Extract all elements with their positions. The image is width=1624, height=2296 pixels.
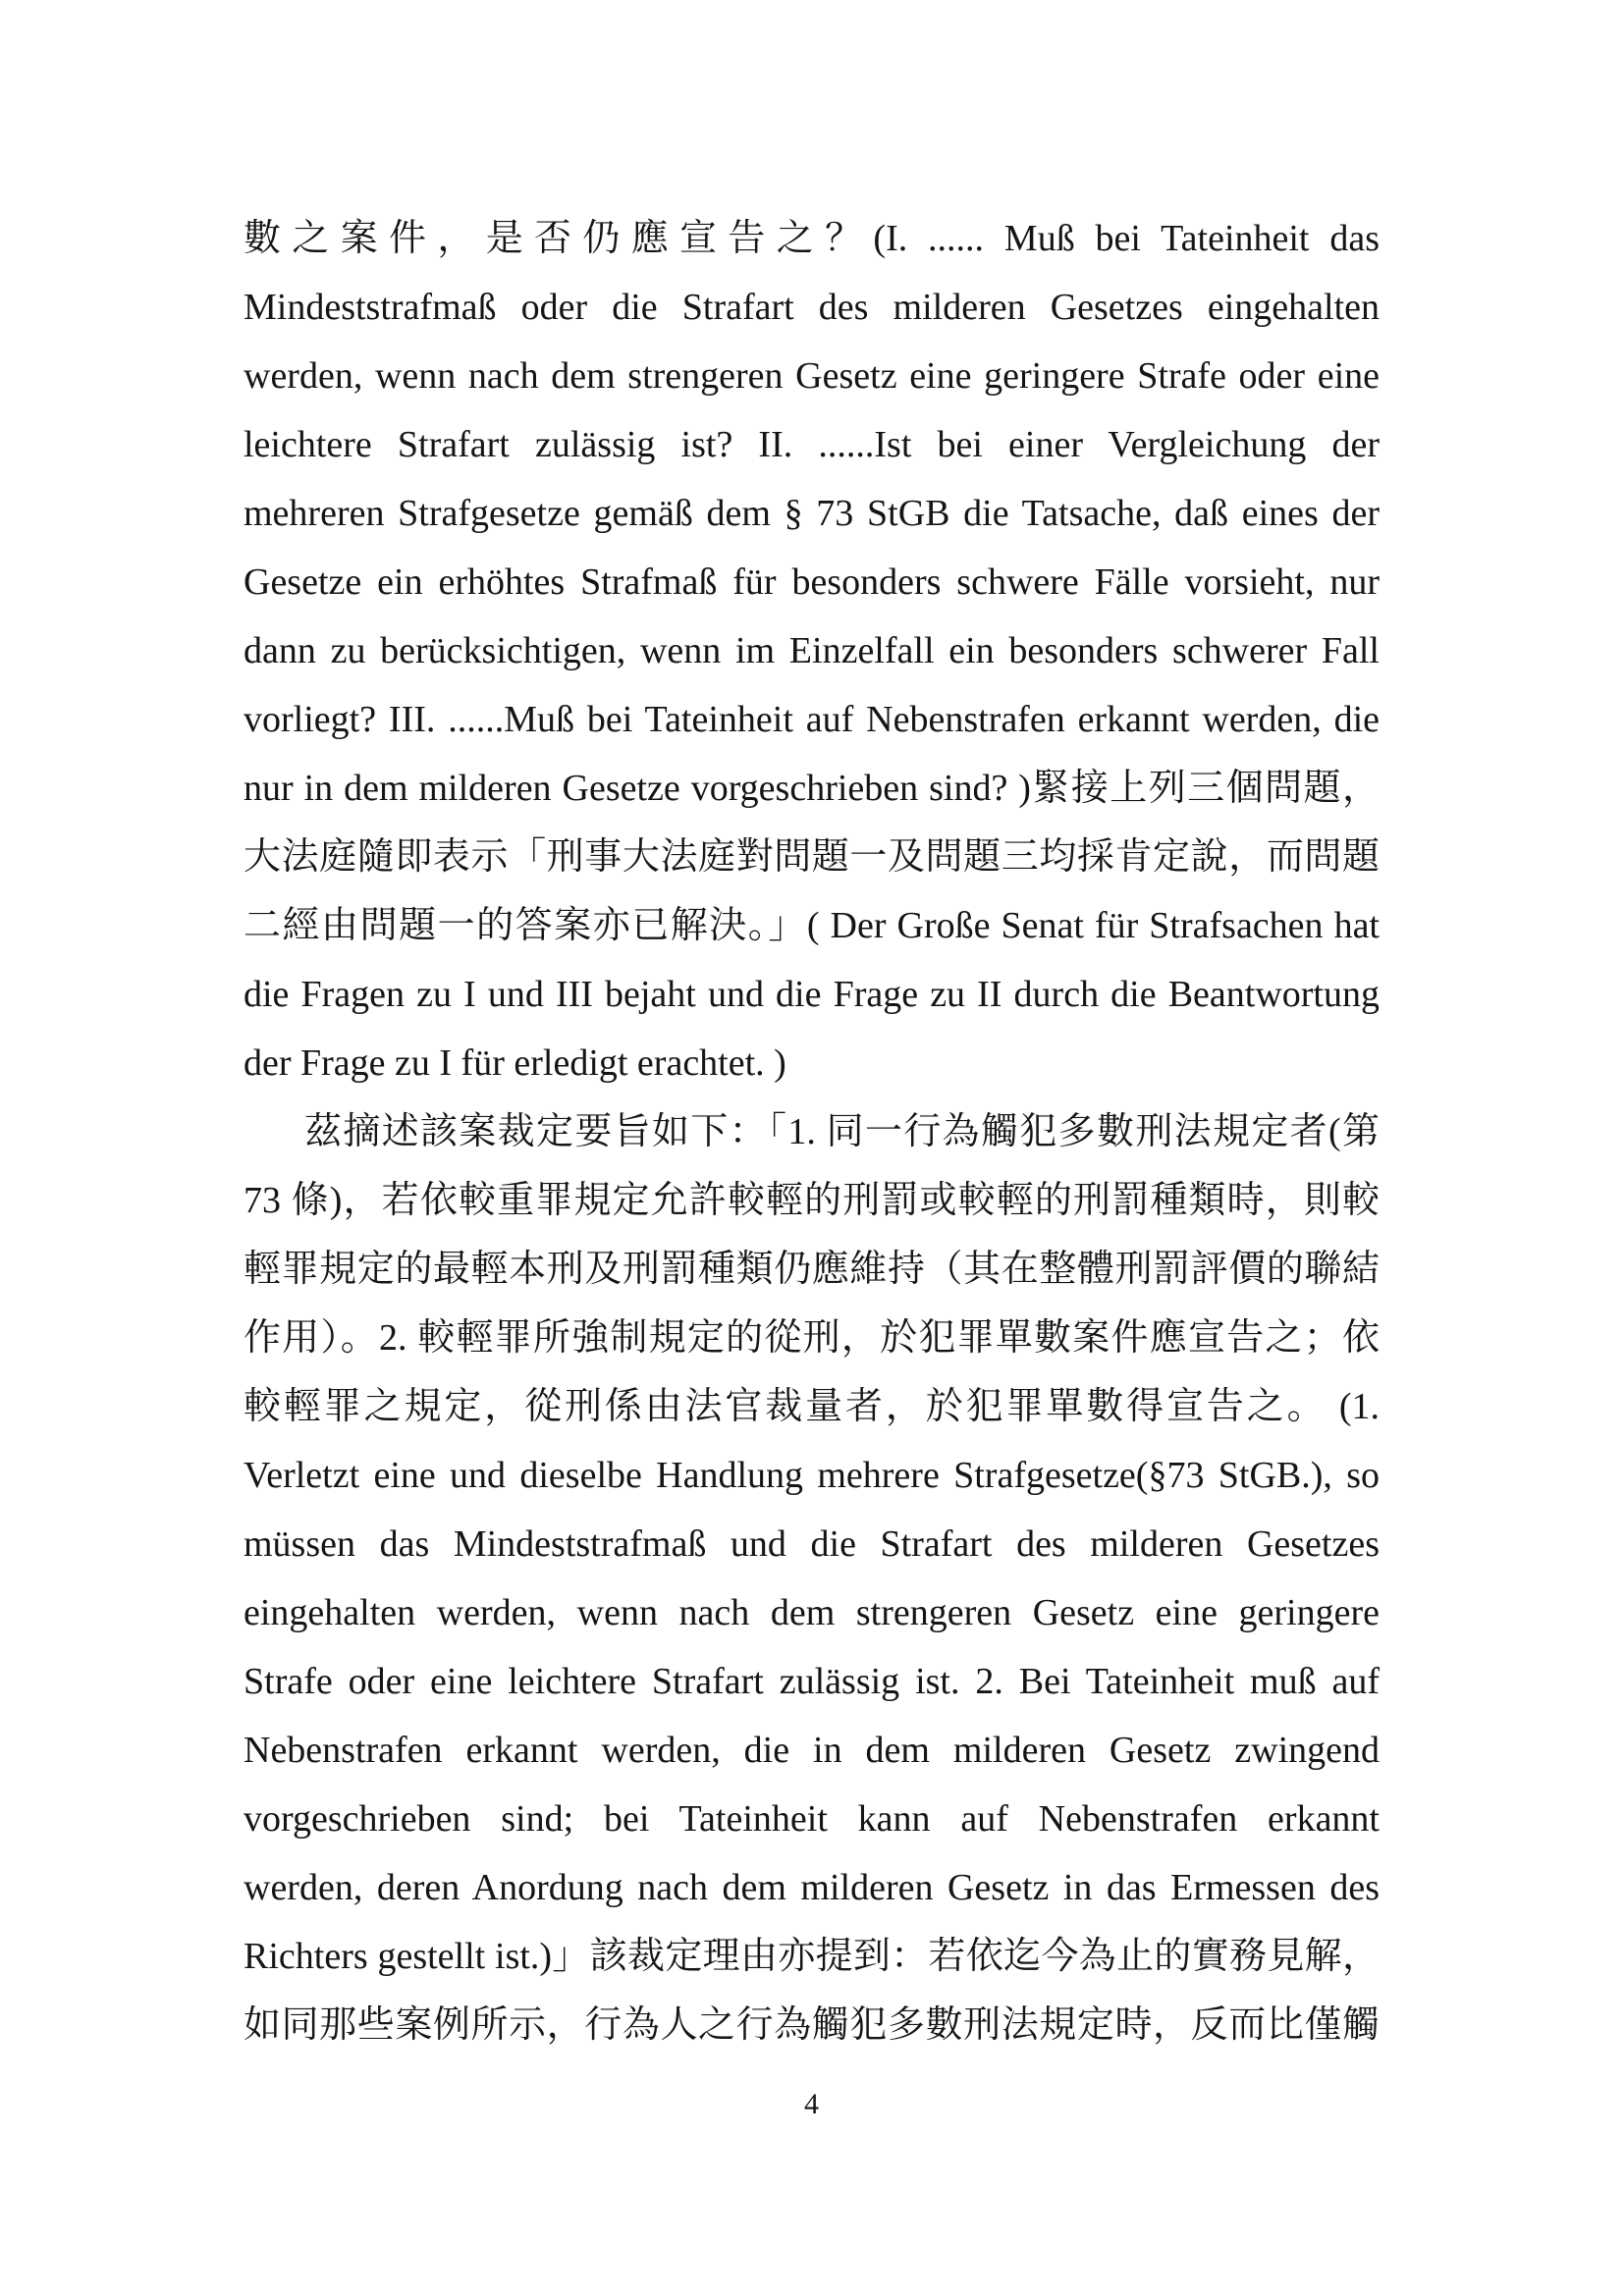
text-line: Mindeststrafmaß oder die Strafart des milderen Gesetzes eingehalten [244,287,1380,328]
text-line: Richters gestellt ist.)」該裁定理由亦提到：若依迄今為止的實務見解， [244,1936,1380,1977]
page-number: 4 [804,2088,819,2120]
text-line: müssen das Mindeststrafmaß und die Strafart des milderen Gesetzes [244,1523,1380,1565]
text-line: Nebenstrafen erkannt werden, die in dem milderen Gesetz zwingend [244,1730,1380,1771]
text-line: 如同那些案例所示，行為人之行為觸犯多數刑法規定時，反而比僅觸 [244,2004,1380,2046]
text-line: werden, deren Anordung nach dem milderen Gesetz in das Ermessen des [244,1867,1380,1908]
text-line: 73 條)，若依較重罪規定允許較輕的刑罰或較輕的刑罰種類時，則較 [244,1180,1380,1221]
text-line: 大法庭隨即表示「刑事大法庭對問題一及問題三均採肯定說，而問題 [244,836,1380,878]
text-line: der Frage zu I für erledigt erachtet. ) [244,1042,786,1084]
text-line: werden, wenn nach dem strengeren Gesetz eine geringere Strafe oder eine [244,355,1380,397]
text-line: 茲摘述該案裁定要旨如下：「1. 同一行為觸犯多數刑法規定者(第 [304,1111,1380,1152]
text-line: 數之案件，是否仍應宣告之？(I. ...... Muß bei Tateinheit das [244,218,1380,259]
text-line: vorliegt? III. ......Muß bei Tateinheit auf Nebenstrafen erkannt werden, die [244,699,1380,740]
text-line: Verletzt eine und dieselbe Handlung mehrere Strafgesetze(§73 StGB.), so [244,1455,1380,1496]
text-line: leichtere Strafart zulässig ist? II. ......Ist bei einer Vergleichung der [244,424,1380,465]
text-line: dann zu berücksichtigen, wenn im Einzelfall ein besonders schwerer Fall [244,630,1380,671]
body-text [244,204,1380,2059]
text-line: Strafe oder eine leichtere Strafart zulässig ist. 2. Bei Tateinheit muß auf [244,1661,1380,1702]
text-line: 二經由問題一的答案亦已解決。」( Der Große Senat für Strafsachen hat [244,905,1380,946]
text-line: 作用）。2. 較輕罪所強制規定的從刑，於犯罪單數案件應宣告之；依 [244,1317,1380,1359]
text-line: Gesetze ein erhöhtes Strafmaß für besonders schwere Fälle vorsieht, nur [244,561,1380,603]
text-line: mehreren Strafgesetze gemäß dem § 73 StGB die Tatsache, daß eines der [244,493,1380,534]
text-line: nur in dem milderen Gesetze vorgeschrieben sind? )緊接上列三個問題， [244,768,1380,809]
text-line: 較輕罪之規定，從刑係由法官裁量者，於犯罪單數得宣告之。 (1. [244,1386,1380,1427]
text-line: die Fragen zu I und III bejaht und die Frage zu II durch die Beantwortung [244,974,1380,1015]
text-line: 輕罪規定的最輕本刑及刑罰種類仍應維持（其在整體刑罰評價的聯結 [244,1249,1380,1290]
text-line: eingehalten werden, wenn nach dem strengeren Gesetz eine geringere [244,1592,1380,1633]
text-line: vorgeschrieben sind; bei Tateinheit kann auf Nebenstrafen erkannt [244,1798,1380,1840]
